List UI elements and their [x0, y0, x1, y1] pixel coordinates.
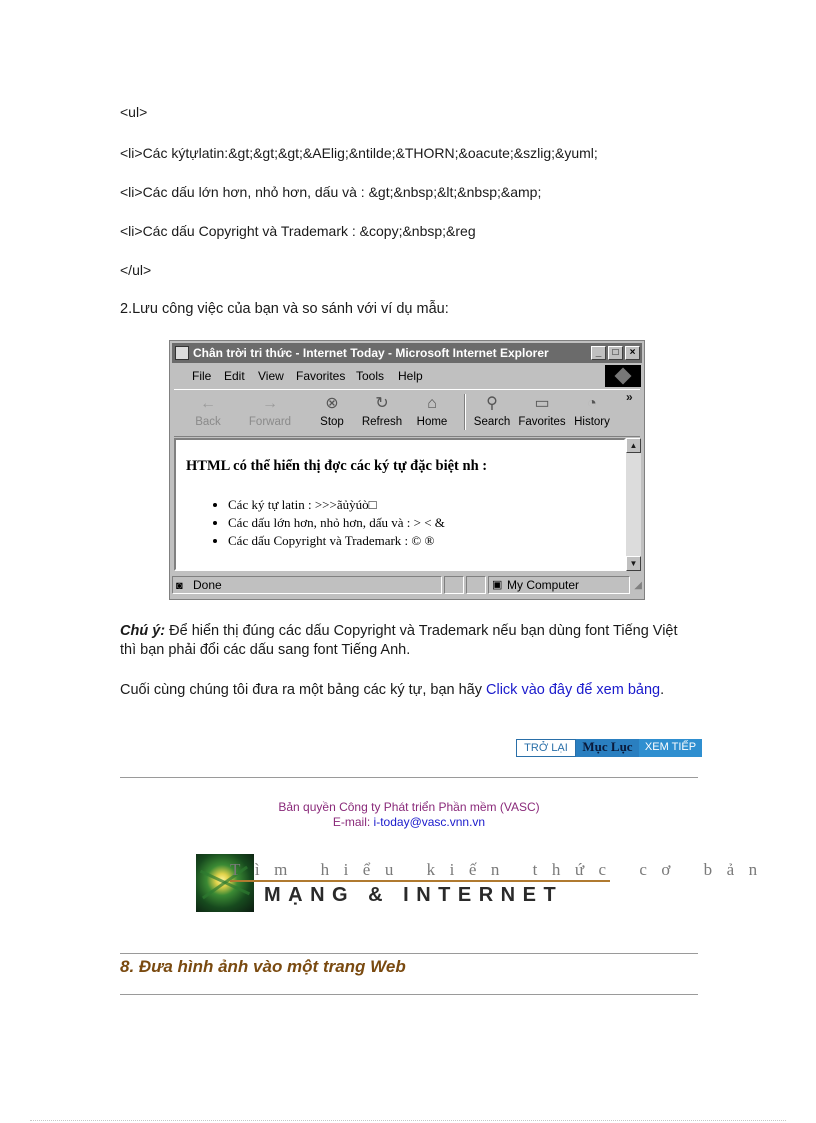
windows-logo-icon	[605, 365, 641, 387]
email-label: E-mail:	[332, 815, 374, 829]
banner-tagline: Tìm hiểu kiến thức cơ bản	[230, 862, 610, 882]
menu-help[interactable]: Help	[398, 369, 423, 383]
menu-tools[interactable]: Tools	[356, 369, 385, 383]
list-item: • Các ký tự latin : >>>ãủỳúò□	[228, 496, 445, 514]
code-line-latin: <li>Các kýtựlatin:&gt;&gt;&gt;&AElig;&ntilde;&THORN;&oacute;&szlig;&yuml;	[120, 145, 598, 161]
maximize-icon[interactable]: □	[608, 346, 623, 360]
menu-bar	[174, 365, 640, 387]
note-paragraph	[120, 622, 680, 660]
status-panel	[466, 576, 486, 594]
status-done: ◙ Done	[172, 576, 442, 594]
section-title: 8. Đưa hình ảnh vào một trang Web	[120, 957, 406, 976]
list-item: • Các dấu lớn hơn, nhỏ hơn, dấu và : > < &	[228, 514, 445, 532]
code-line-compare: <li>Các dấu lớn hơn, nhỏ hơn, dấu và : &gt;&nbsp;&lt;&nbsp;&amp;	[120, 184, 542, 200]
back-arrow-icon: ←	[200, 395, 216, 412]
content-list	[188, 496, 445, 550]
stop-icon: ⊗	[325, 395, 339, 412]
refresh-button[interactable]: ↻ Refresh	[361, 395, 403, 428]
divider	[120, 994, 698, 995]
menu-edit[interactable]: Edit	[224, 369, 245, 383]
favorites-folder-icon: ▭	[534, 395, 550, 412]
email-line	[120, 815, 698, 830]
copyright-text: Bản quyền Công ty Phát triển Phần mềm (VASC)	[278, 800, 540, 814]
stop-button[interactable]: ⊗ Stop	[320, 395, 344, 428]
final-paragraph	[120, 681, 690, 700]
list-item: • Các dấu Copyright và Trademark : © ®	[228, 532, 445, 550]
final-text: Cuối cùng chúng tôi đưa ra một bảng các ký tự, bạn hãy	[120, 682, 487, 698]
search-icon: ⚲	[486, 395, 498, 412]
refresh-icon: ↻	[375, 395, 389, 412]
copyright-block	[120, 800, 698, 830]
index-nav-button[interactable]: Mục Lục	[576, 739, 639, 757]
browser-window	[169, 340, 645, 600]
home-icon: ⌂	[427, 395, 437, 412]
browser-toolbar	[174, 389, 640, 437]
chart-table-link[interactable]: Click vào đây để xem bảng	[486, 682, 661, 698]
divider	[120, 953, 698, 954]
status-panel	[444, 576, 464, 594]
banner-title: MẠNG & INTERNET	[264, 884, 564, 906]
favorites-button[interactable]: ▭ Favorites	[518, 395, 566, 428]
forward-arrow-icon: →	[262, 395, 278, 412]
history-button[interactable]: ◔ History	[574, 395, 610, 428]
browser-titlebar	[172, 343, 642, 363]
page-bottom-border	[30, 1120, 786, 1121]
code-line-ul-open: <ul>	[120, 104, 148, 120]
back-button[interactable]: ← Back	[195, 395, 221, 428]
home-button[interactable]: ⌂ Home	[416, 395, 448, 428]
history-icon: ◔	[587, 395, 597, 412]
browser-title: Chân trời tri thức - Internet Today - Microsoft Internet Explorer	[193, 346, 549, 360]
resize-grip-icon[interactable]: ◢	[634, 580, 642, 591]
search-button[interactable]: ⚲ Search	[473, 395, 511, 428]
banner-logo	[196, 854, 772, 916]
back-nav-button[interactable]: TRỞ LẠI	[516, 739, 576, 757]
close-icon[interactable]: ×	[625, 346, 640, 360]
forward-button[interactable]: → Forward	[248, 395, 292, 428]
status-zone: ▣ My Computer	[488, 576, 630, 594]
page-done-icon: ◙	[176, 580, 183, 592]
vertical-scrollbar[interactable]	[626, 438, 641, 571]
toolbar-more-button[interactable]: »	[626, 390, 633, 404]
content-heading: HTML có thể hiển thị đợc các ký tự đặc biệt nh :	[186, 458, 488, 474]
minimize-icon[interactable]: _	[591, 346, 606, 360]
code-line-ul-close: </ul>	[120, 262, 152, 278]
menu-view[interactable]: View	[258, 369, 284, 383]
menu-favorites[interactable]: Favorites	[296, 369, 346, 383]
divider	[120, 777, 698, 778]
note-text: Để hiển thị đúng các dấu Copyright và Trademark nếu bạn dùng font Tiếng Việt thì bạn phải đổi các dấu sang font Tiếng Anh.	[120, 623, 678, 658]
code-line-copyright: <li>Các dấu Copyright và Trademark : &copy;&nbsp;&reg	[120, 223, 476, 239]
final-period: .	[660, 682, 665, 698]
note-label: Chú ý:	[120, 623, 166, 639]
email-link[interactable]: i-today@vasc.vnn.vn	[373, 815, 486, 829]
scroll-up-icon[interactable]: ▲	[626, 438, 641, 453]
computer-icon: ▣	[492, 579, 503, 591]
scroll-down-icon[interactable]: ▼	[626, 556, 641, 571]
next-nav-button[interactable]: XEM TIẾP	[639, 739, 702, 757]
menu-file[interactable]: File	[192, 369, 212, 383]
status-bar	[172, 574, 642, 596]
browser-content	[174, 438, 626, 571]
step-text: 2.Lưu công việc của bạn và so sánh với ví dụ mẫu:	[120, 301, 449, 317]
ie-icon	[175, 346, 189, 360]
